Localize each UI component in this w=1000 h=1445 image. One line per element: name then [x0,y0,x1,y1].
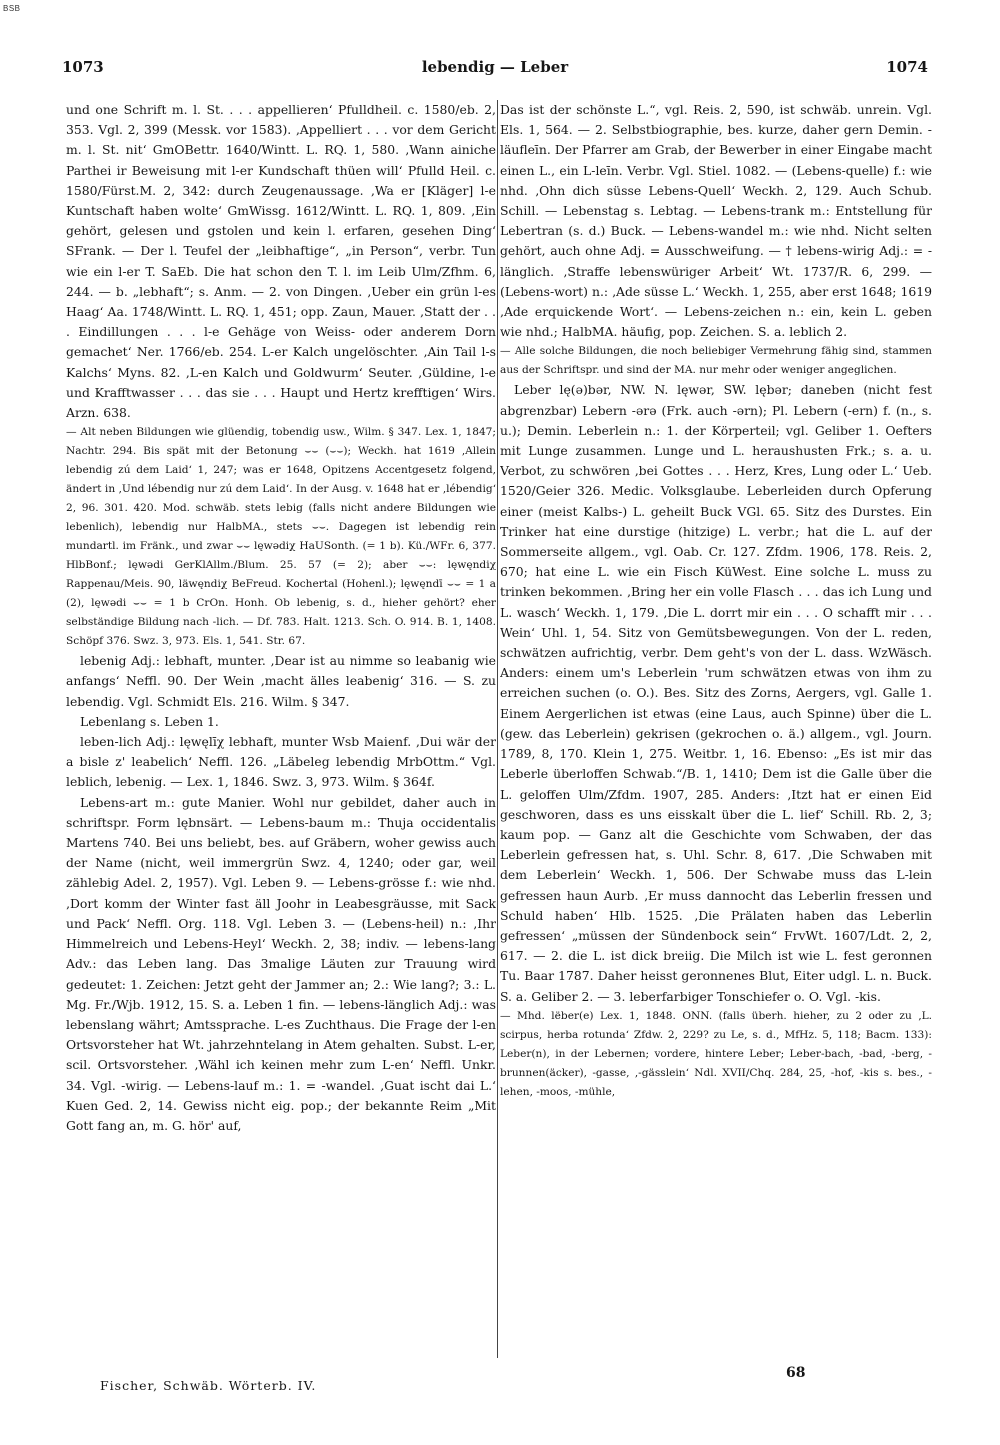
right-column [500,100,932,1362]
running-title: lebendig — Leber [421,58,569,76]
page-number-right: 1074 [886,58,928,76]
annotation-text: — Alle solche Bildungen, die noch beliebiger Vermehrung fähig sind, stammen aus der Schriftspr. und sind der MA. nur mehr oder weniger angeglichen. [500,345,932,377]
page-number-left: 1073 [62,58,104,76]
column-divider [497,100,498,1358]
entry-lebensart: Lebens-art m.: gute Manier. Wohl nur gebildet, daher auch in schriftspr. Form lębnsärt. — Lebens-baum m.: Thuja occidentalis Martens 740. Bei uns beliebt, bes. auf Gräbern, woher gewiss auch der Name (nicht, weil immergrün Swz. 4, 1240; oder gar, weil zählebig Adel. 2, 1957). Vgl. Leben 9. — Lebens-grösse f.: wie nhd. ‚Dort komm der Winter fast äll Joohr in Leabesgräusse, mit Sack und Pack‘ Neffl. Org. 118. Vgl. Leben 3. — (Lebens-heil) n.: ‚Ihr Himmelreich und Lebens-Heyl‘ Weckh. 2, 38; indiv. — lebens-lang Adv.: das Leben lang. Das 3malige Läuten zur Trauung wird gedeutet: 1. Zeichen: Jetzt geht der Jammer an; 2.: Wie lang?; 3.: L. Mg. Fr./Wjb. 1912, 15. S. a. Leben 1 fin. — lebens-länglich Adj.: was lebenslang währt; Amtssprache. L-es Zuchthaus. Die Frage der l-en Ortsvorsteher hat Wt. jahrzehntelang in Atem gehalten. Subst. L-er, scil. Ortsvorsteher. ‚Wähl ich keinen mehr zum L-en‘ Neffl. Unkr. 34. Vgl. -wirig. — Lebens-lauf m.: 1. = -wandel. ‚Guat ischt dai L.‘ Kuen Ged. 2, 14. Gewiss nicht eig. pop.; der bekannte Reim „Mit Gott fang an, m. G. hör' auf, [66,794,496,1133]
annotation-text: — Mhd. lëber(e) Lex. 1, 1848. ONN. (falls überh. hieher, zu 2 oder zu ‚L. scirpus, herba rotunda‘ Zfdw. 2, 229? zu Le, s. d., MfHz. 5, 118; Bacm. 133): Leber(n), in der Lebernen; vordere, hintere Leber; Leber-bach, -bad, -berg, -brunnen(äcker), -gasse, ‚-gässlein‘ Ndl. XVII/Chq. 284, 25, -hof, -kis s. bes., -lehen, -moos, -mühle, [500,1009,932,1098]
entry-lebenig: lebenig Adj.: lebhaft, munter. ‚Dear ist au nimme so leabanig wie anfangs‘ Neffl. 90. Der Wein ‚macht älles leabenig‘ 316. — S. zu lebendig. Vgl. Schmidt Els. 216. Wilm. § 347. [66,653,496,709]
library-stamp: BSB [3,4,21,13]
entry-lebenlich: leben-lich Adj.: lęwęlīχ lebhaft, munter Wsb Maienf. ‚Dui wär der a bisle z' leabelich‘ Neffl. 126. „Läbeleg lebendig MrbOttm.“ Vgl. leblich, lebenig. — Lex. 1, 1846. Swz. 3, 973. Wilm. § 364f. [66,734,496,790]
annotation-text: — Alt neben Bildungen wie glüendig, tobendig usw., Wilm. § 347. Lex. 1, 1847; Nachtr. 294. Bis spät mit der Betonung ⌣⌣ (⌣⌣); Weckh. hat 1619 ‚Allein lebendig zú dem Laid‘ 1, 247; was er 1648, Opitzens Accentgesetz folgend, ändert in ‚Und lébendig nur zú dem Laid‘. In der Ausg. v. 1648 hat er ‚lébendig‘ 2, 96. 301. 420. Mod. schwäb. stets lebig (falls nicht andere Bildungen wie lebenlich), lebendig nur HalbMA., stets ⌣⌣. Dagegen ist lebendig rein mundartl. im Fränk., und zwar ⌣⌣ lęwədiχ HaUSonth. (= 1 b). Kü./WFr. 6, 377. HlbBonf.; lęwədi GerKlAllm./Blum. 25. 57 (= 2); aber ⌣⌣: lęwęndiχ Rappenau/Meis. 90, läwęndiχ BeFreud. Kochertal (Hohenl.); lęwęndī ⌣⌣ = 1 a (2), lęwədi ⌣⌣ = 1 b CrOn. Honh. Ob lebenig, s. d., hieher gehört? eher selbständige Bildung nach -lich. — Df. 783. Halt. 1213. Sch. O. 914. B. 1, 1408. Schöpf 376. Swz. 3, 973. Els. 1, 541. Str. 67. [66,426,496,648]
page-header [62,58,928,82]
entry-text: und one Schrift m. l. St. . . . appellieren‘ Pfulldheil. c. 1580/eb. 2, 353. Vgl. 2, 399 (Messk. vor 1583). ‚Appelliert . . . vor dem Gericht m. l. St. nit‘ GmOBettr. 1640/Wintt. L. RQ. 1, 580. ‚Wann ainiche Parthei ir Beweisung mit l-er Kundschaft thüen will‘ Pfulld Heil. c. 1580/Fürst.M. 2, 342: durch Zeugenaussage. ‚Wa er [Kläger] l-e Kuntschaft haben wolte‘ GmWissg. 1612/Wintt. L. RQ. 1, 809. ‚Ein gehört, gelesen und gstolen und kein l. erfaren, gesehen Ding‘ SFrank. — Der l. Teufel der „leibhaftige“, „in Person“, verbr. Tun wie ein l-er T. SaEb. Die hat schon den T. l. im Leib Ulm/Zfhm. 6, 244. — b. „lebhaft“; s. Anm. — 2. von Dingen. ‚Ueber ein grün l-es Haag‘ Aa. 1748/Wintt. L. RQ. 1, 451; opp. Zaun, Mauer. ‚Statt der . . . Eindillungen . . . l-e Gehäge von Weiss- oder anderem Dorn gemachet‘ Ner. 1766/eb. 254. L-er Kalch ungelöschter. ‚Ain Tail l-s Kalchs‘ Myns. 82. ‚L-en Kalch und Goldwurm‘ Seuter. ‚Güldine, l-e und Krafftwasser . . . das sie . . . Haupt und Hertz krefftigen‘ Wirs. Arzn. 638. [66,102,496,421]
entry-text: Das ist der schönste L.“, vgl. Reis. 2, 590, ist schwäb. unrein. Vgl. Els. 1, 564. — 2. Selbstbiographie, bes. kurze, daher gern Demin. -läufleīn. Der Pfarrer am Grab, der Bewerber in einer Eingabe macht einen L., ein L-leīn. Verbr. Vgl. Stiel. 1082. — (Lebens-quelle) f.: wie nhd. ‚Ohn dich süsse Lebens-Quell‘ Weckh. 2, 129. Auch Schub. Schill. — Lebenstag s. Lebtag. — Lebens-trank m.: Entstellung für Lebertran (s. d.) Buck. — Lebens-wandel m.: wie nhd. Nicht selten gehört, auch ohne Adj. = Ausschweifung. — † lebens-wirig Adj.: = -länglich. ‚Straffe lebenswüriger Arbeit‘ Wt. 1737/R. 6, 299. — (Lebens-wort) n.: ‚Ade süsse L.‘ Weckh. 1, 255, aber erst 1648; 1619 ‚Ade erquickende Wort‘. — Lebens-zeichen n.: ein, kein L. geben wie nhd.; HalbMA. häufig, pop. Zeichen. S. a. leblich 2. [500,102,932,340]
entry-leber: Leber lę(ə)bər, NW. N. lęwər, SW. lębər; daneben (nicht fest abgrenzbar) Lebern -ərə (Frk. auch -ərn); Pl. Lebern (-ern) f. (n., s. u.); Demin. Leberlein n.: 1. der Körperteil; vgl. Geliber 1. Oefters mit Lunge zusammen. Lunge und L. heraushusten Frk.; s. a. u. Verbot, zu schwören ‚bei Gottes . . . Herz, Kres, Lung oder L.‘ Ueb. 1520/Geier 326. Medic. Volksglaube. Leberleiden durch Opferung einer (meist Kalbs-) L. geheilt Buck VGl. 65. Sitz des Durstes. Ein Trinker hat eine durstige (hitzige) L. verbr.; hat die L. auf der Sommerseite allgem., vgl. Oab. Cr. 127. Zfdm. 1906, 178. Reis. 2, 670; hat eine L. wie ein Fisch KüWest. Eine solche L. muss zu trinken bekommen. ‚Bring her ein volle Flasch . . . das ich Lung und L. wasch‘ Weckh. 1, 179. ‚Die L. dorrt mir ein . . . O schafft mir . . . Wein‘ Uhl. 1, 54. Sitz von Gemütsbewegungen. Von der L. reden, schwätzen aufrichtig, verbr. Dem geht's von der L. dass. WzWäsch. Anders: einem um's Leberlein 'rum schwätzen etwas von ihm zu erreichen suchen (o. O.). Bes. Sitz des Zorns, Aergers, vgl. Galle 1. Einem Aergerlichen ist etwas (eine Laus, auch Spinne) über die L. (gew. das Leberlein) gekrisen (gekrochen o. ä.) allgem., vgl. Journ. 1789, 8, 170. Klein 1, 275. Weitbr. 1, 16. Ebenso: „Es ist mir das Leberle überloffen Schwab.“/B. 1, 1410; Dem ist die Galle über die L. geloffen Ulm/Zfdm. 1907, 285. Anders: ‚Itzt hat er einen Eid geschworen, dass es uns eisskalt über die L. lief‘ Schill. Rb. 2, 3; kaum pop. — Ganz alt die Geschichte vom Schwaben, der das Leberlein gefressen hat, s. Uhl. Schr. 8, 617. ‚Die Schwaben mit dem Leberlein‘ Weckh. 1, 506. Der Schwabe muss das L-lein gefressen haun Aurb. ‚Er muss dannocht das Leberlin fressen und Schuld haben‘ Hlb. 1525. ‚Die Prälaten haben das Leberlin gefressen‘ „müssen der Sündenbock sein“ FrvWt. 1607/Ldt. 2, 2, 617. — 2. die L. ist dick breiig. Die Milch ist wie L. fest geronnen Tu. Baar 1787. Daher heisst geronnenes Blut, Eiter udgl. L. n. Buck. S. a. Geliber 2. — 3. leberfarbiger Tonschiefer o. O. Vgl. -kis. [500,382,932,1004]
footer-signature: Fischer, Schwäb. Wörterb. IV. [100,1378,317,1393]
sheet-number: 68 [786,1365,806,1381]
entry-lebenlang: Lebenlang s. Leben 1. [80,713,219,729]
left-column [66,100,496,1362]
